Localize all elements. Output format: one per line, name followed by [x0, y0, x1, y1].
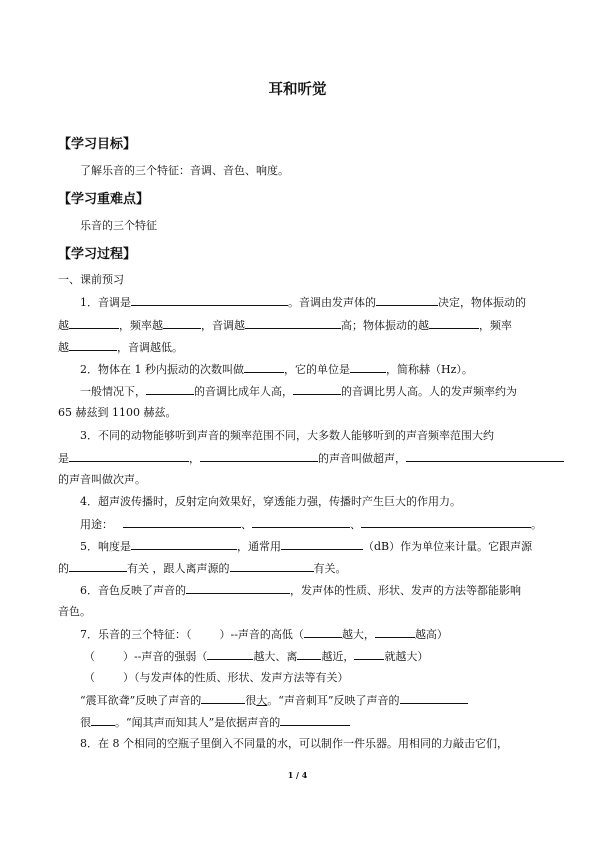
- blank[interactable]: [297, 649, 321, 660]
- page-title: 耳和听觉: [268, 82, 327, 98]
- blank[interactable]: [245, 318, 341, 329]
- section-heading-goal: 【学习目标】: [58, 137, 137, 152]
- section-heading-key: 【学习重难点】: [58, 192, 150, 207]
- blank[interactable]: [361, 517, 531, 528]
- blank[interactable]: [186, 583, 290, 594]
- blank[interactable]: [280, 715, 350, 726]
- blank[interactable]: [293, 384, 341, 395]
- blank[interactable]: [429, 318, 479, 329]
- q1-line2: 越 ，频率越 ，音调越 高；物体振动的越 ，频率: [58, 319, 512, 332]
- blank[interactable]: [350, 362, 386, 373]
- blank[interactable]: [163, 318, 201, 329]
- blank[interactable]: [69, 561, 127, 572]
- q7-line1: 7．乐音的三个特征：（ ）--声音的高低（ 越大， 越高）: [80, 628, 448, 641]
- page-number: 1 / 4: [287, 770, 308, 780]
- q2-line2: 一般情况下， 的音调比成年人高， 的音调比男人高。人的发声频率约为: [80, 385, 517, 398]
- q5-line1: 5．响度是 ，通常用 （dB）作为单位来计量。它跟声源: [80, 540, 533, 553]
- q4-line1: 4．超声波传播时，反射定向效果好，穿透能力强，传播时产生巨大的作用力。: [80, 495, 461, 508]
- q1-line1: 1．音调是 。音调由发声体的 决定，物体振动的: [80, 296, 526, 309]
- blank[interactable]: [123, 517, 241, 528]
- q2-line3: 65 赫兹到 1100 赫兹。: [58, 406, 177, 419]
- q3-line3: 的声音叫做次声。: [58, 473, 146, 486]
- blank[interactable]: [376, 295, 438, 306]
- q8-line1: 8．在 8 个相同的空瓶子里倒入不同量的水，可以制作一件乐器。用相同的力敲击它们，: [80, 737, 508, 750]
- q1-line3: 越 ，音调越低。: [58, 341, 183, 354]
- q6-line1: 6．音色反映了声音的 ，发声体的性质、形状、发声的方法等都能影响: [80, 584, 521, 597]
- key-text: 乐音的三个特征: [80, 219, 157, 232]
- blank[interactable]: [146, 384, 194, 395]
- blank[interactable]: [201, 693, 245, 704]
- blank[interactable]: [304, 627, 342, 638]
- blank[interactable]: [69, 318, 119, 329]
- blank[interactable]: [91, 715, 115, 726]
- q7-line2: （ ）--声音的强弱（ 越大、离 越近， 就越大）: [84, 650, 429, 663]
- blank[interactable]: [375, 627, 415, 638]
- q3-line2: 是 ， 的声音叫做超声，: [58, 451, 564, 466]
- blank[interactable]: [400, 693, 468, 704]
- blank[interactable]: [207, 649, 253, 660]
- q7-line4: “震耳欲聋”反映了声音的 很大。“声音刺耳”反映了声音的: [80, 693, 468, 708]
- blank[interactable]: [69, 340, 117, 351]
- section-heading-process: 【学习过程】: [58, 247, 137, 262]
- blank[interactable]: [230, 561, 314, 572]
- q5-line2: 的 有关 ，跟人离声源的 有关。: [58, 562, 347, 575]
- q6-line2: 音色。: [58, 605, 91, 618]
- q7-line5: 很 。“闻其声而知其人”是依据声音的: [80, 715, 350, 730]
- blank[interactable]: [252, 517, 350, 528]
- q2-line1: 2．物体在 1 秒内振动的次数叫做 ，它的单位是 ，简称赫（Hz）。: [80, 363, 473, 376]
- blank[interactable]: [406, 451, 564, 462]
- goal-text: 了解乐音的三个特征：音调、音色、响度。: [80, 164, 289, 177]
- blank[interactable]: [281, 539, 363, 550]
- q3-line1: 3．不同的动物能够听到声音的频率范围不同，大多数人能够听到的声音频率范围大约: [80, 429, 494, 442]
- q7-line3: （ ）（与发声体的性质、形状、发声方法等有关）: [84, 671, 349, 684]
- blank[interactable]: [200, 451, 318, 462]
- preview-heading: 一、课前预习: [58, 273, 124, 286]
- blank[interactable]: [131, 295, 288, 306]
- blank[interactable]: [131, 539, 237, 550]
- blank[interactable]: [69, 451, 189, 462]
- q4-line2: 用途： 、 、 。: [80, 518, 542, 531]
- blank[interactable]: [354, 649, 384, 660]
- blank[interactable]: [244, 362, 284, 373]
